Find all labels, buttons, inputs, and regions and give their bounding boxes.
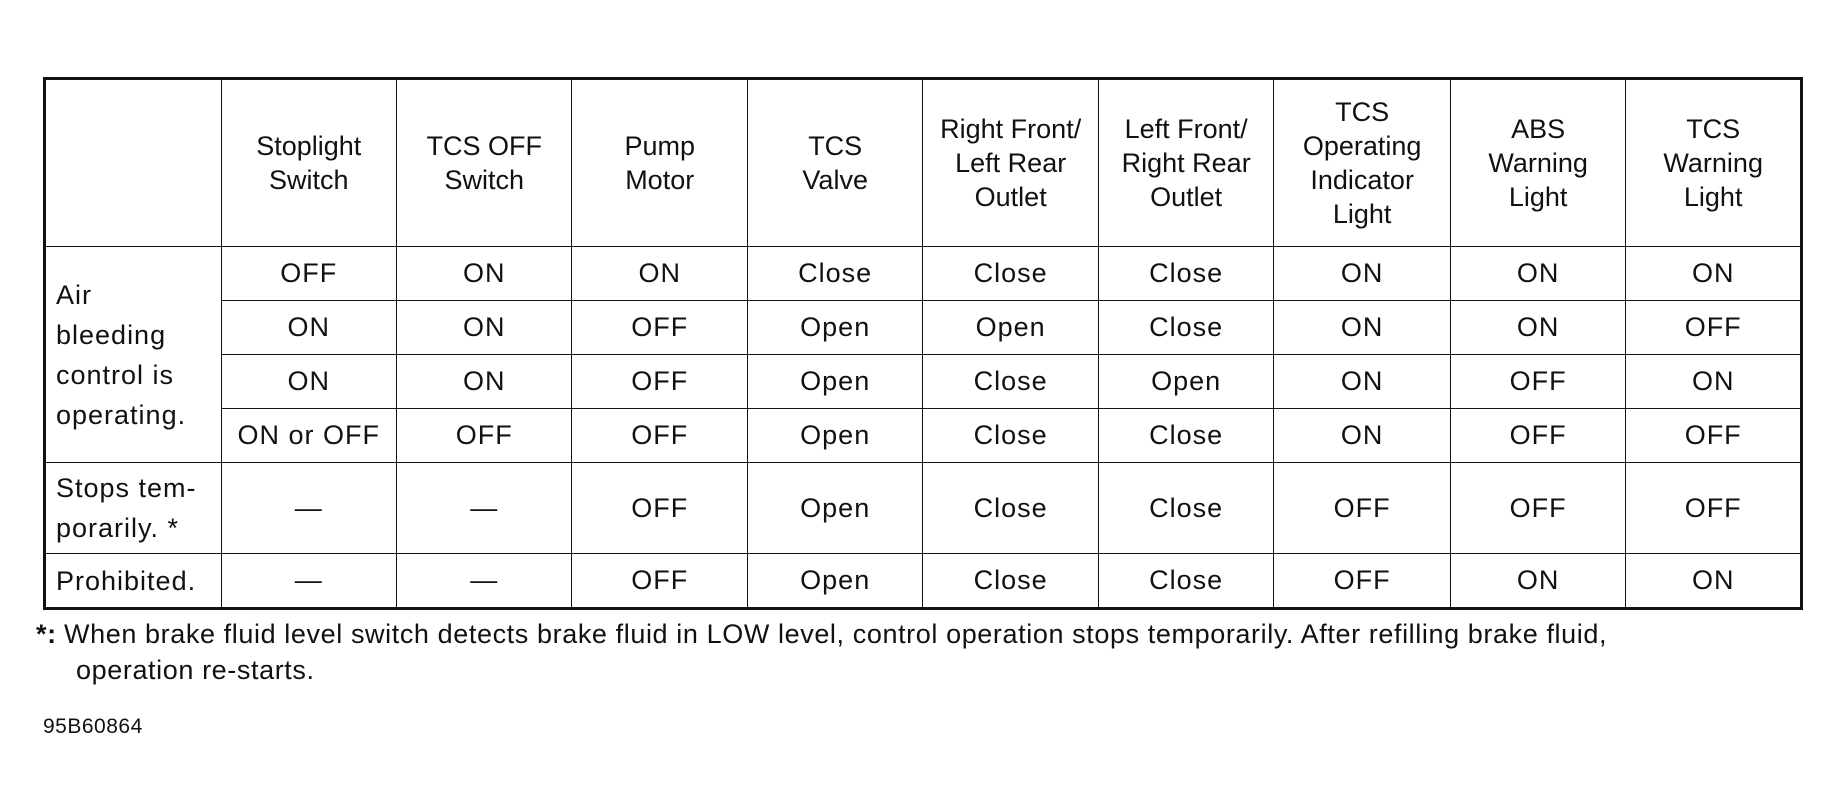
- column-header: [1626, 79, 1802, 247]
- column-header-line: Right Rear: [1121, 148, 1251, 178]
- table-cell: Open: [747, 409, 922, 463]
- table-cell: Close: [1098, 301, 1273, 355]
- table-cell: Close: [1098, 554, 1273, 609]
- table-row: [45, 301, 1802, 355]
- column-header: [923, 79, 1098, 247]
- column-header: [1450, 79, 1625, 247]
- table-header: [45, 79, 1802, 247]
- column-header-line: Pump: [624, 131, 695, 161]
- column-header-line: Outlet: [1150, 182, 1223, 212]
- table-cell: Open: [1098, 355, 1273, 409]
- table-cell: ON: [396, 355, 571, 409]
- condition-line: porarily. *: [56, 513, 180, 543]
- header-row: [45, 79, 1802, 247]
- table-cell: ON: [1274, 409, 1451, 463]
- table-cell: OFF: [572, 301, 747, 355]
- column-header-line: Switch: [268, 165, 349, 195]
- table-cell: Close: [923, 409, 1098, 463]
- table-cell: Close: [1098, 409, 1273, 463]
- table-cell: OFF: [1274, 554, 1451, 609]
- table-cell: —: [221, 463, 396, 554]
- table-row: [45, 463, 1802, 554]
- footnote-line-1: When brake fluid level switch detects brake fluid in LOW level, control operation stops temporarily. After refilling brake fluid,: [64, 619, 1608, 649]
- table-cell: Open: [747, 463, 922, 554]
- column-header: [396, 79, 571, 247]
- table-cell: OFF: [1626, 409, 1802, 463]
- column-header-line: Right Front/: [940, 114, 1082, 144]
- table-cell: ON: [1450, 554, 1625, 609]
- table-cell: Close: [923, 355, 1098, 409]
- table-cell: ON: [1274, 355, 1451, 409]
- table-cell: Close: [1098, 247, 1273, 301]
- table-cell: —: [221, 554, 396, 609]
- column-header-line: Stoplight: [256, 131, 362, 161]
- table-cell: ON: [1274, 301, 1451, 355]
- column-header: [221, 79, 396, 247]
- table-cell: OFF: [572, 554, 747, 609]
- column-header-line: Switch: [444, 165, 524, 195]
- table-cell: ON: [572, 247, 747, 301]
- column-header-line: Light: [1508, 182, 1568, 212]
- table-cell: ON: [396, 247, 571, 301]
- column-header: [1098, 79, 1273, 247]
- column-header-line: Left Rear: [955, 148, 1067, 178]
- condition-line: Air: [56, 279, 92, 310]
- table-cell: Close: [923, 247, 1098, 301]
- column-header-line: TCS: [1335, 97, 1390, 127]
- table-cell: ON: [1450, 301, 1625, 355]
- table-row: [45, 409, 1802, 463]
- table-cell: OFF: [396, 409, 571, 463]
- table-cell: ON: [221, 355, 396, 409]
- column-header: [572, 79, 747, 247]
- table-cell: ON: [221, 301, 396, 355]
- figure-reference-code: 95B60864: [43, 715, 143, 738]
- column-header-line: TCS: [808, 131, 863, 161]
- table-cell: OFF: [1274, 463, 1451, 554]
- column-header-line: Valve: [802, 165, 868, 195]
- table-cell: OFF: [1450, 409, 1625, 463]
- condition-cell: [45, 463, 222, 554]
- table-cell: OFF: [572, 463, 747, 554]
- condition-line: Stops tem-: [56, 473, 197, 503]
- table-cell: Open: [747, 301, 922, 355]
- table-cell: Close: [747, 247, 922, 301]
- column-header-line: Light: [1332, 199, 1392, 229]
- header-corner-cell: [45, 79, 222, 247]
- table-row: [45, 554, 1802, 609]
- tcs-operation-table: [43, 77, 1803, 610]
- column-header-line: ABS: [1511, 114, 1566, 144]
- condition-cell: [45, 554, 222, 609]
- table-cell: ON: [1274, 247, 1451, 301]
- column-header-line: TCS OFF: [426, 131, 542, 161]
- column-header-line: Left Front/: [1124, 114, 1248, 144]
- table-cell: ON: [1626, 554, 1802, 609]
- table-row: [45, 355, 1802, 409]
- footnote-marker: *:: [36, 619, 57, 649]
- table-cell: Open: [923, 301, 1098, 355]
- table-cell: Close: [923, 463, 1098, 554]
- column-header-line: Light: [1683, 182, 1743, 212]
- table-body: [45, 247, 1802, 609]
- table-cell: Open: [747, 554, 922, 609]
- column-header-line: TCS: [1686, 114, 1741, 144]
- table-cell: Open: [747, 355, 922, 409]
- table-cell: OFF: [572, 409, 747, 463]
- table-cell: OFF: [1450, 463, 1625, 554]
- table-cell: OFF: [1626, 463, 1802, 554]
- column-header-line: Warning: [1663, 148, 1763, 178]
- footnote: [36, 616, 1826, 688]
- table-cell: OFF: [221, 247, 396, 301]
- table-cell: ON: [1626, 247, 1802, 301]
- table-cell: Close: [1098, 463, 1273, 554]
- condition-line: operating.: [56, 399, 187, 430]
- column-header-line: Motor: [625, 165, 695, 195]
- condition-cell: [45, 247, 222, 463]
- table-cell: Close: [923, 554, 1098, 609]
- table-row: [45, 247, 1802, 301]
- column-header-line: Indicator: [1310, 165, 1414, 195]
- table-cell: ON: [1626, 355, 1802, 409]
- column-header-line: Operating: [1302, 131, 1422, 161]
- condition-line: control is: [56, 359, 175, 390]
- condition-line: bleeding: [56, 319, 167, 350]
- column-header: [1274, 79, 1451, 247]
- table-cell: —: [396, 554, 571, 609]
- column-header-line: Warning: [1488, 148, 1588, 178]
- table-cell: ON: [1450, 247, 1625, 301]
- table-cell: —: [396, 463, 571, 554]
- column-header-line: Outlet: [974, 182, 1047, 212]
- table-cell: ON: [396, 301, 571, 355]
- footnote-line-2: operation re-starts.: [76, 655, 315, 685]
- column-header: [747, 79, 922, 247]
- table-cell: ON or OFF: [221, 409, 396, 463]
- condition-line: Prohibited.: [56, 565, 197, 596]
- table-cell: OFF: [572, 355, 747, 409]
- table-cell: OFF: [1626, 301, 1802, 355]
- table-cell: OFF: [1450, 355, 1625, 409]
